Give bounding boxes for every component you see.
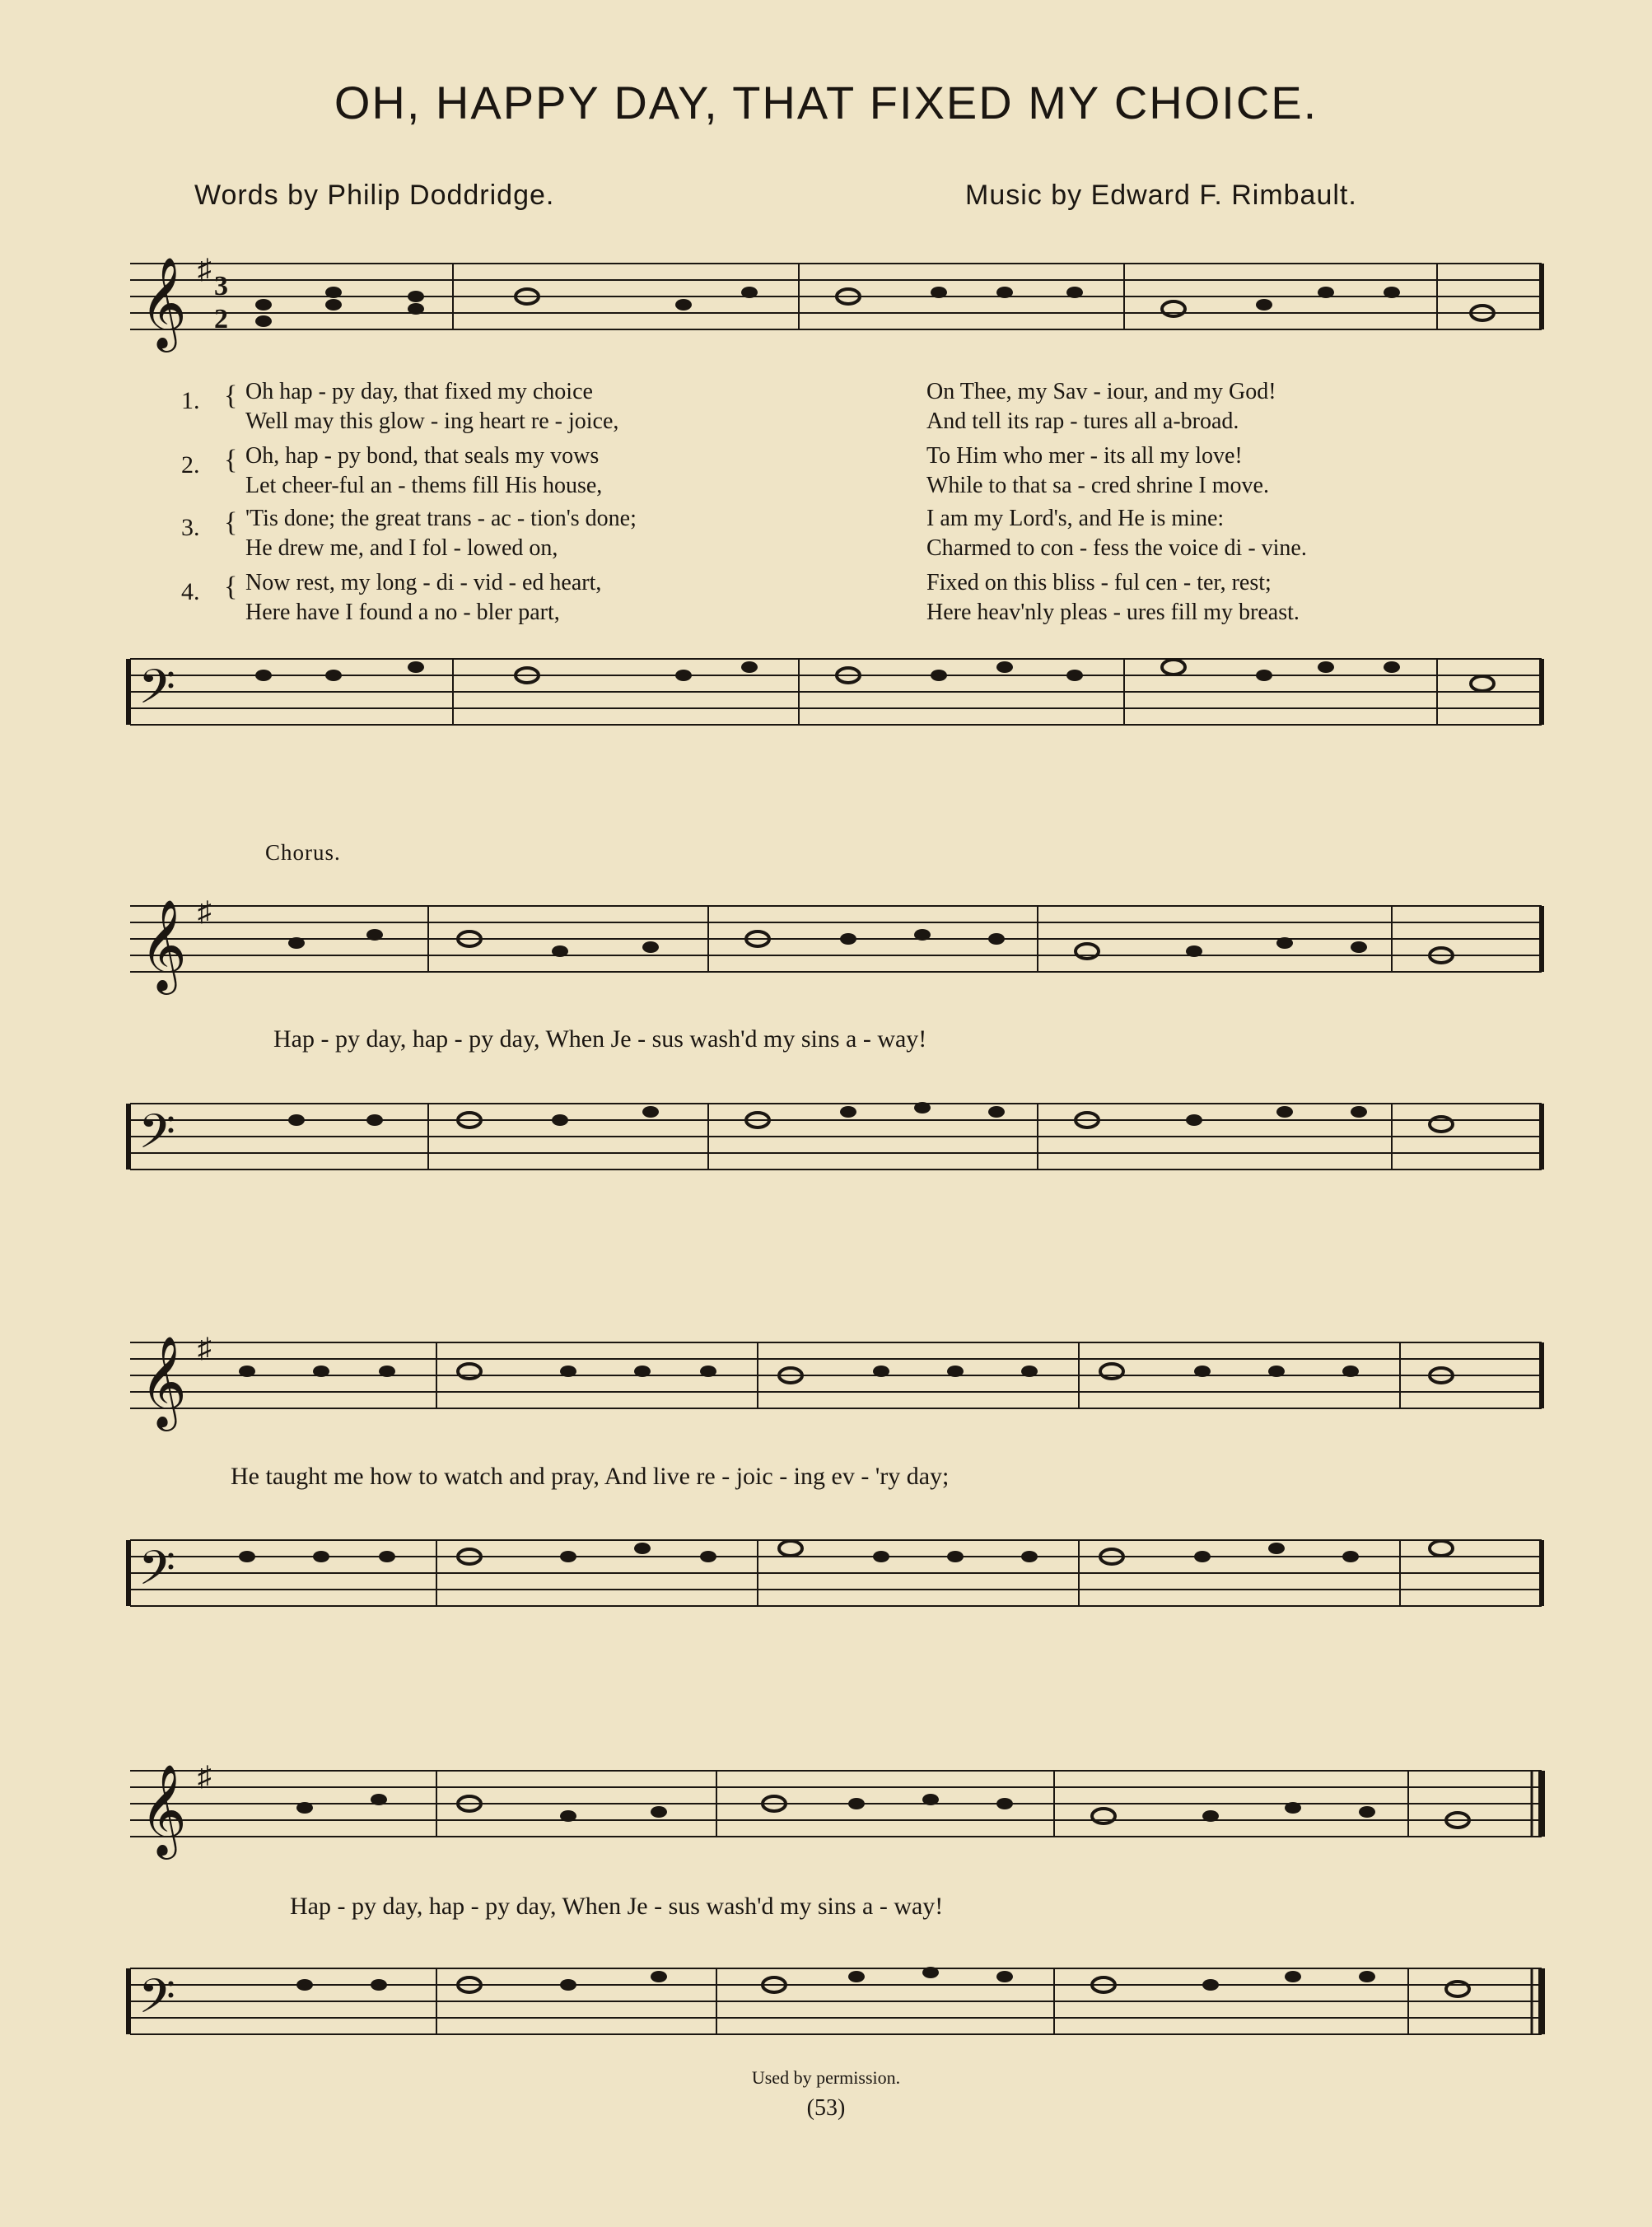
verse-line: Charmed to con - fess the voice di - vine. xyxy=(926,535,1307,561)
permission-note: Used by permission. xyxy=(751,2067,901,2088)
chorus-treble-staff-3 xyxy=(124,1754,1548,1861)
bass-clef-icon: 𝄢 xyxy=(138,662,176,726)
verse-treble-staff xyxy=(124,247,1548,354)
treble-clef-icon: 𝄞 xyxy=(140,259,187,347)
verse-line: Oh, hap - py bond, that seals my vows xyxy=(245,443,600,469)
verse-line: To Him who mer - its all my love! xyxy=(926,443,1243,469)
chorus-lyric-3: Hap - py day, hap - py day, When Je - sus wash'd my sins a - way! xyxy=(290,1893,944,1920)
brace-icon: { xyxy=(224,445,238,475)
chorus-lyric-1: Hap - py day, hap - py day, When Je - sus wash'd my sins a - way! xyxy=(273,1025,927,1053)
music-credit: Music by Edward F. Rimbault. xyxy=(965,180,1357,211)
svg-text:♯: ♯ xyxy=(198,1762,212,1792)
time-sig-top: 3 xyxy=(214,271,228,301)
svg-text:♯: ♯ xyxy=(198,897,212,927)
brace-icon: { xyxy=(224,572,238,602)
verse-line: Here have I found a no - bler part, xyxy=(245,600,560,625)
svg-text:𝄢: 𝄢 xyxy=(138,1972,176,2035)
time-sig-bottom: 2 xyxy=(214,304,228,334)
verse-bass-staff xyxy=(124,642,1548,749)
svg-text:𝄞: 𝄞 xyxy=(140,901,187,989)
svg-text:𝄞: 𝄞 xyxy=(140,1338,187,1426)
verse-line: While to that sa - cred shrine I move. xyxy=(926,473,1269,498)
verse-line: He drew me, and I fol - lowed on, xyxy=(245,535,558,561)
brace-icon: { xyxy=(224,381,238,411)
page-number: (53) xyxy=(806,2095,846,2121)
verse-line: Here heav'nly pleas - ures fill my breast. xyxy=(926,600,1300,625)
treble-notes xyxy=(255,287,1494,327)
svg-text:𝄞: 𝄞 xyxy=(140,1766,187,1854)
verse-line: And tell its rap - tures all a-broad. xyxy=(926,409,1239,434)
chorus-treble-staff-1 xyxy=(124,889,1548,997)
verse-line: I am my Lord's, and He is mine: xyxy=(926,506,1225,531)
verse-line: Let cheer-ful an - thems fill His house, xyxy=(245,473,603,498)
chorus-bass-staff-1 xyxy=(124,1087,1548,1194)
words-credit: Words by Philip Doddridge. xyxy=(194,180,555,211)
verse-line: Oh hap - py day, that fixed my choice xyxy=(245,379,593,404)
chorus-treble-staff-2 xyxy=(124,1326,1548,1433)
verse-line: 'Tis done; the great trans - ac - tion's done; xyxy=(245,506,637,531)
verse-number: 2. xyxy=(181,451,200,479)
svg-text:𝄢: 𝄢 xyxy=(138,1107,176,1170)
chorus-lyric-2: He taught me how to watch and pray, And live re - joic - ing ev - 'ry day; xyxy=(231,1463,950,1490)
verse-line: Now rest, my long - di - vid - ed heart, xyxy=(245,570,602,595)
svg-text:𝄢: 𝄢 xyxy=(138,1543,176,1607)
page-title: OH, HAPPY DAY, THAT FIXED MY CHOICE. xyxy=(334,77,1318,128)
chorus-label: Chorus. xyxy=(265,840,341,865)
verse-number: 4. xyxy=(181,578,200,605)
verse-number: 3. xyxy=(181,514,200,541)
verse-line: Well may this glow - ing heart re - joice, xyxy=(245,409,619,434)
brace-icon: { xyxy=(224,507,238,538)
chorus-bass-staff-2 xyxy=(124,1524,1548,1631)
key-sharp-icon: ♯ xyxy=(198,254,212,285)
verse-treble-staff-svg xyxy=(124,247,1548,354)
chorus-bass-staff-3 xyxy=(124,1952,1548,2059)
verse-line: Fixed on this bliss - ful cen - ter, rest; xyxy=(926,570,1272,595)
verse-line: On Thee, my Sav - iour, and my God! xyxy=(926,379,1276,404)
verse-number: 1. xyxy=(181,387,200,414)
svg-text:♯: ♯ xyxy=(198,1333,212,1364)
